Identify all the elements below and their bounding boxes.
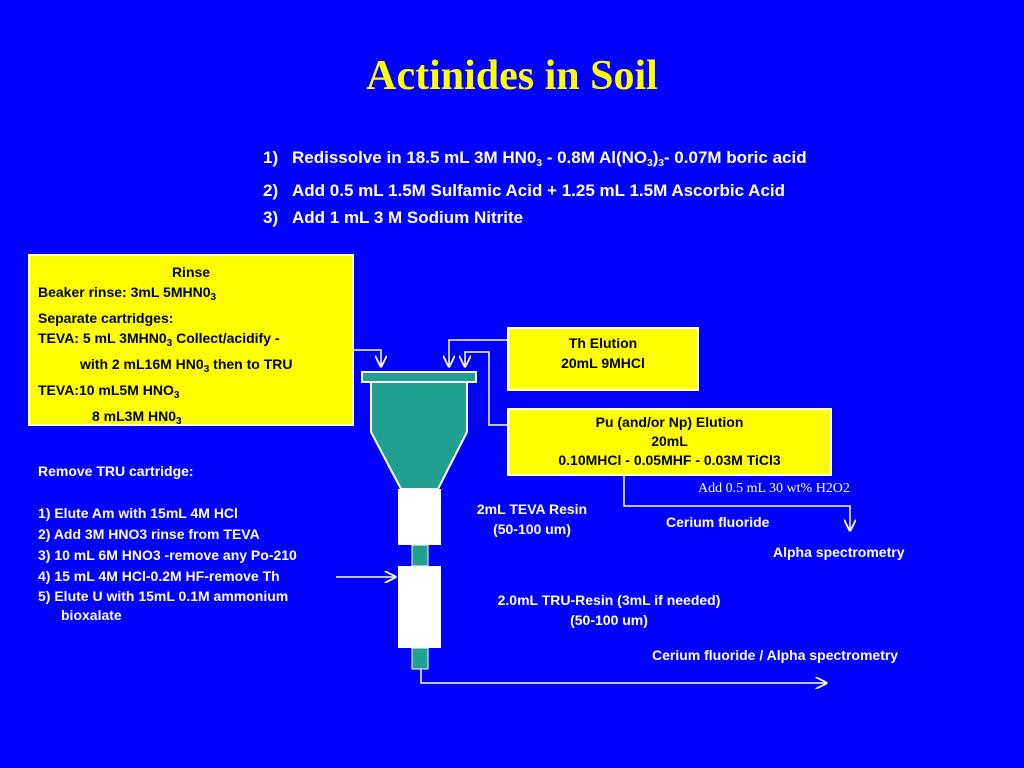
rinse-line-3: TEVA: 5 mL $3MHN0_3$ Collect/acidify - <box>38 330 280 349</box>
teva-resin-label: 2mL TEVA Resin (50-100 um) <box>476 501 588 537</box>
remove-tru-item: 3) 10 mL 6M HNO3 -remove any Po-210 <box>38 547 297 563</box>
funnel-body <box>371 382 467 489</box>
th-elution-arrow <box>449 340 507 366</box>
rinse-line-1: Beaker rinse: 3mL $5MHN0_3$ <box>38 284 217 303</box>
rinse-line-4: with 2 mL16M $HN0_3$ then to TRU <box>80 356 293 375</box>
remove-tru-item: 1) Elute Am with 15mL 4M HCl <box>38 505 238 521</box>
remove-tru-item: 5) Elute U with 15mL 0.1M ammonium <box>38 588 289 604</box>
rinse-heading: Rinse <box>171 264 211 280</box>
alpha-spectrometry-label: Alpha spectrometry <box>773 544 905 560</box>
funnel-rim <box>362 372 476 382</box>
th-elution-title: Th Elution <box>568 335 638 351</box>
step-1: 1) Redissolve in 18.5 mL 3M $HN0_3 - 0.8M$ $Al(NO_3)_3-$ 0.07M boric acid <box>263 148 807 169</box>
pu-elution-reagent: 0.10MHCl - 0.05MHF - 0.03M TiCl3 <box>558 452 781 468</box>
h2o2-note: Add 0.5 mL 30 wt% H2O2 <box>698 481 850 496</box>
rinse-box <box>28 254 354 426</box>
remove-tru-heading: Remove TRU cartridge: <box>38 463 194 479</box>
pu-elution-arrow <box>465 352 507 425</box>
rinse-line-6: 8 mL3M $HN0_3$ <box>92 408 182 427</box>
rinse-line-2: Separate cartridges: <box>38 310 174 326</box>
pu-elution-box <box>507 408 832 476</box>
rinse-line-5: TEVA:10 mL5M $HNO_3$ <box>38 382 180 401</box>
cerium-alpha-label: Cerium fluoride / Alpha spectrometry <box>652 647 899 663</box>
th-elution-box <box>507 327 699 391</box>
teva-cartridge <box>398 489 441 545</box>
remove-tru-instructions <box>38 461 297 625</box>
outlet-tube <box>412 648 428 669</box>
pu-elution-title: Pu (and/or Np) Elution <box>595 414 744 430</box>
pu-elution-volume: 20mL <box>651 433 688 449</box>
slide-title: Actinides in Soil <box>366 53 658 99</box>
bottom-output-arrow <box>421 669 826 683</box>
connector-tube <box>412 545 428 566</box>
step-2: 2) Add 0.5 mL 1.5M Sulfamic Acid + 1.25 mL 1.5M Ascorbic Acid <box>263 181 786 200</box>
rinse-arrow <box>354 350 381 366</box>
th-elution-reagent: 20mL 9MHCl <box>561 355 645 371</box>
cerium-fluoride-label: Cerium fluoride <box>666 514 770 530</box>
tru-resin-label: 2.0mL TRU-Resin (3mL if needed) (50-100 um) <box>497 592 721 628</box>
tru-cartridge <box>398 566 441 648</box>
step-3: 3) Add 1 mL 3 M Sodium Nitrite <box>263 208 524 227</box>
remove-tru-item: 2) Add 3M HNO3 rinse from TEVA <box>38 526 260 542</box>
remove-tru-item: 4) 15 mL 4M HCl-0.2M HF-remove Th <box>38 568 280 584</box>
remove-tru-item: bioxalate <box>61 607 122 623</box>
